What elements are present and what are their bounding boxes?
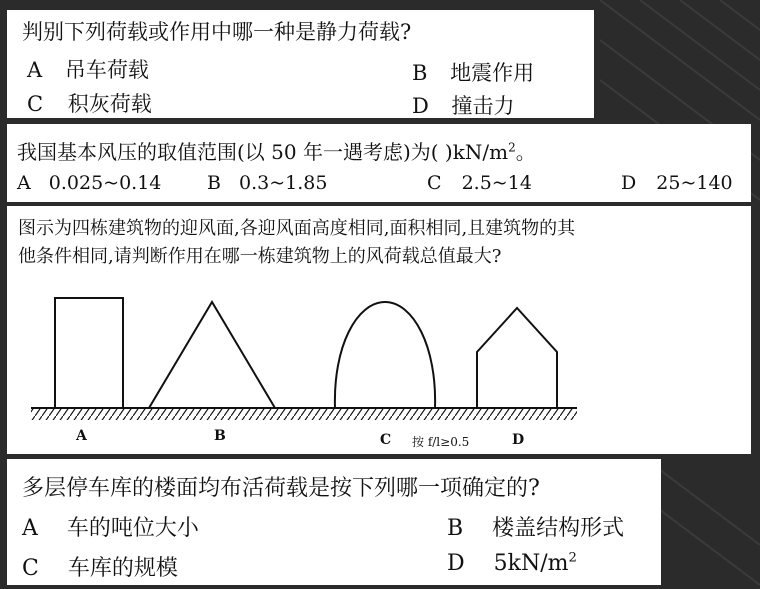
option-text: 楼盖结构形式 bbox=[492, 516, 625, 541]
option-text: 5kN/m bbox=[493, 551, 569, 576]
option-text: 0.025~0.14 bbox=[48, 172, 162, 194]
q1-option-d[interactable] bbox=[412, 90, 515, 120]
option-text: 0.3~1.85 bbox=[239, 172, 328, 194]
option-text: 撞击力 bbox=[451, 94, 515, 118]
label-a: A bbox=[76, 428, 87, 444]
q2-option-b[interactable] bbox=[207, 172, 327, 194]
question-2-sup: 2 bbox=[508, 140, 516, 155]
q1-option-c[interactable] bbox=[27, 88, 152, 118]
option-sup: 2 bbox=[568, 550, 577, 566]
label-c: C bbox=[380, 432, 392, 448]
question-3-panel bbox=[7, 206, 751, 454]
question-1-text: 判别下列荷载或作用中哪一种是静力荷载? bbox=[22, 20, 412, 44]
building-d-house bbox=[477, 308, 557, 408]
option-letter: C bbox=[27, 92, 44, 116]
question-2-text bbox=[17, 136, 536, 165]
question-3-line-2: 他条件相同,请判断作用在哪一栋建筑物上的风荷载总值最大? bbox=[18, 246, 502, 267]
label-note: 按 f/l≥0.5 bbox=[412, 435, 470, 449]
q4-option-b[interactable] bbox=[447, 511, 624, 542]
option-text: 吊车荷载 bbox=[64, 58, 149, 82]
question-2-end: 。 bbox=[515, 140, 536, 164]
q2-option-d[interactable] bbox=[621, 172, 733, 194]
q4-option-d[interactable] bbox=[447, 551, 577, 576]
q4-option-a[interactable] bbox=[22, 511, 199, 542]
option-text: 车库的规模 bbox=[67, 556, 178, 581]
question-3-line-1: 图示为四栋建筑物的迎风面,各迎风面高度相同,面积相同,且建筑物的其 bbox=[18, 218, 576, 239]
option-letter: A bbox=[22, 516, 38, 541]
label-d: D bbox=[512, 432, 525, 448]
question-2-panel bbox=[7, 124, 751, 202]
q1-option-b[interactable] bbox=[412, 57, 534, 87]
option-text: 2.5~14 bbox=[461, 172, 532, 194]
label-b: B bbox=[214, 428, 226, 444]
building-b-triangle bbox=[149, 302, 275, 408]
buildings-diagram bbox=[7, 206, 751, 454]
question-4-text: 多层停车库的楼面均布活荷载是按下列哪一项确定的? bbox=[22, 476, 540, 501]
option-text: 积灰荷载 bbox=[67, 92, 152, 116]
option-letter: A bbox=[17, 172, 31, 194]
option-text: 车的吨位大小 bbox=[66, 516, 199, 541]
option-letter: D bbox=[412, 94, 429, 118]
option-letter: C bbox=[22, 556, 39, 581]
q2-option-c[interactable] bbox=[427, 172, 532, 194]
option-letter: D bbox=[447, 551, 465, 576]
option-letter: D bbox=[621, 172, 637, 194]
q1-option-a[interactable] bbox=[27, 54, 149, 84]
question-1-panel bbox=[7, 10, 594, 118]
option-letter: B bbox=[412, 61, 428, 85]
option-text: 地震作用 bbox=[450, 61, 535, 85]
question-2-main: 我国基本风压的取值范围(以 50 年一遇考虑)为( )kN/m bbox=[17, 140, 509, 164]
option-letter: A bbox=[27, 58, 43, 82]
question-4-panel bbox=[7, 459, 661, 585]
option-letter: B bbox=[447, 516, 464, 541]
option-text: 25~140 bbox=[656, 172, 733, 194]
q4-option-c[interactable] bbox=[22, 551, 178, 582]
building-a-rectangle bbox=[55, 298, 123, 408]
option-letter: C bbox=[427, 172, 442, 194]
option-letter: B bbox=[207, 172, 221, 194]
building-c-arch bbox=[335, 302, 435, 408]
q2-option-a[interactable] bbox=[17, 172, 161, 194]
ground-hatch bbox=[31, 409, 577, 420]
